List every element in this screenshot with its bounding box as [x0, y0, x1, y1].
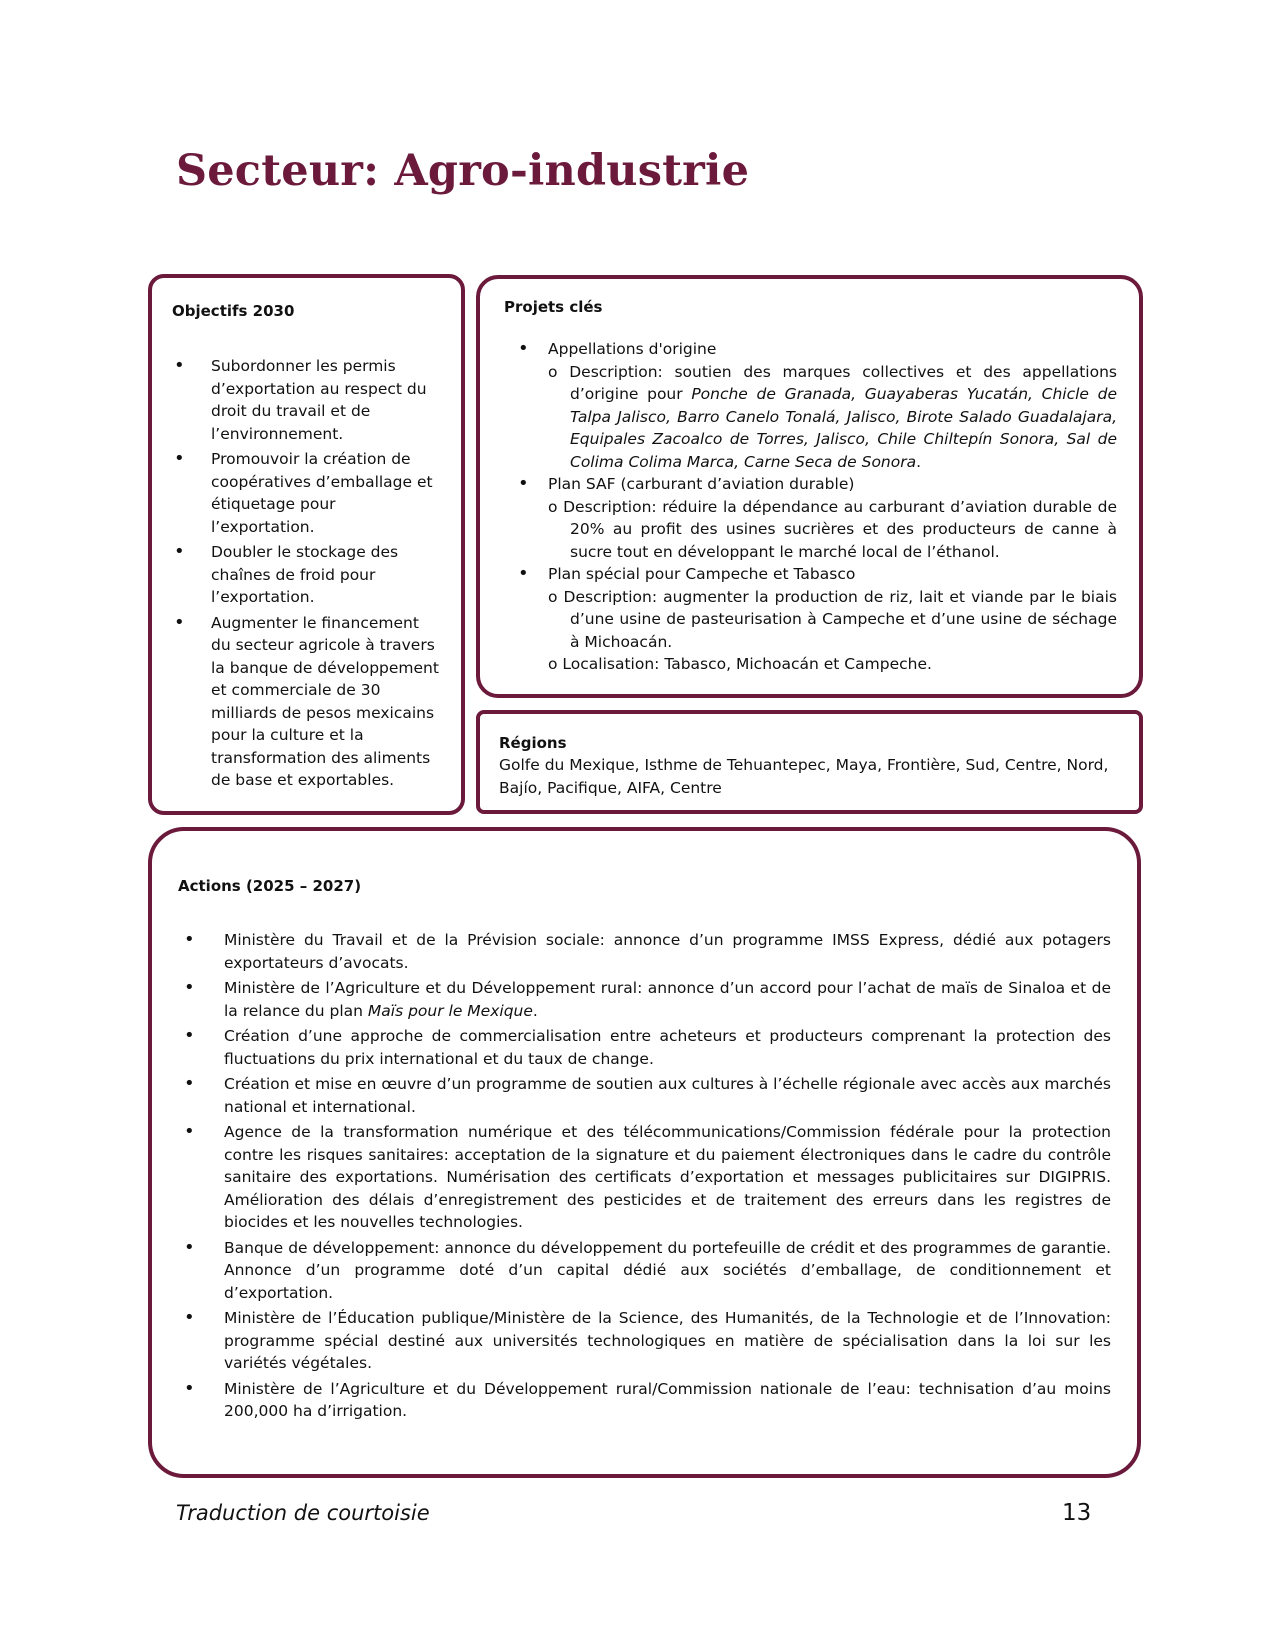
- projects-list: [504, 338, 1117, 676]
- list-item: • Agence de la transformation numérique et des télécommunications/Commission fédérale pour la protection contre les risques sanitaires: acceptation de la signature et du paiement électroniques dans le cadre du contrôle sanitaire des exportations. Numérisation des certificats d’exportation et messages publicitaires sur DIGIPRIS. Amélioration des délais d’enregistrement des pesticides et de traitement des erreurs dans les registres de biocides et les nouvelles technologies.: [178, 1121, 1111, 1234]
- list-item: • Augmenter le financement du secteur agricole à travers la banque de développement et commerciale de 30 milliards de pesos mexicains pour la culture et la transformation des aliments de base et exportables.: [172, 612, 443, 792]
- page-title: Secteur: Agro-industrie: [176, 146, 750, 196]
- list-item: • Ministère de l’Éducation publique/Ministère de la Science, des Humanités, de la Technologie et de l’Innovation: programme spécial destiné aux universités technologiques en matière de spécialisation dans la loi sur les variétés végétales.: [178, 1307, 1111, 1375]
- project-description-suffix: .: [916, 452, 922, 471]
- regions-box: [476, 710, 1143, 814]
- actions-list: [178, 929, 1111, 1423]
- projects-box: [476, 275, 1143, 698]
- footer-note: Traduction de courtoisie: [176, 1501, 430, 1525]
- actions-heading: Actions (2025 – 2027): [178, 877, 362, 895]
- project-description-text: Description: soutien des marques collectives et des appellations d’origine pour: [569, 362, 1117, 403]
- list-item: • Ministère du Travail et de la Prévision sociale: annonce d’un programme IMSS Express, dédié aux potagers exportateurs d’avocats.: [178, 929, 1111, 974]
- project-location: o Localisation: Tabasco, Michoacán et Campeche.: [504, 653, 1117, 676]
- projects-heading: Projets clés: [504, 298, 603, 316]
- project-name: • Plan SAF (carburant d’aviation durable): [504, 473, 1117, 496]
- list-item: • Banque de développement: annonce du développement du portefeuille de crédit et des programmes de garantie. Annonce d’un programme doté d’un capital dédié aux sociétés d’emballage, de conditionnement et d’exportation.: [178, 1237, 1111, 1305]
- list-item: • Subordonner les permis d’exportation au respect du droit du travail et de l’environnement.: [172, 355, 443, 445]
- page-number: 13: [1062, 1500, 1092, 1526]
- project-description-italic: Ponche de Granada, Guayaberas Yucatán, Chicle de Talpa Jalisco, Barro Canelo Tonalá, Jalisco, Birote Salado Guadalajara, Equipales Zacoalco de Torres, Jalisco, Chile Chiltepín Sonora, Sal de Colima Colima Marca, Carne Seca de Sonora: [570, 385, 1117, 471]
- list-item-italic: Maïs pour le Mexique: [367, 1001, 533, 1020]
- project-description: [504, 361, 1117, 474]
- project-name: • Appellations d'origine: [504, 338, 1117, 361]
- objectives-list: [172, 355, 443, 792]
- objectives-box: [148, 274, 465, 815]
- objectives-heading: Objectifs 2030: [172, 302, 295, 320]
- actions-box: [148, 827, 1141, 1478]
- list-item-suffix: .: [532, 1001, 538, 1020]
- list-item: • Ministère de l’Agriculture et du Développement rural/Commission nationale de l’eau: technisation d’au moins 200,000 ha d’irrigation.: [178, 1378, 1111, 1423]
- list-item: • Création d’une approche de commercialisation entre acheteurs et producteurs comprenant la protection des fluctuations du prix international et du taux de change.: [178, 1025, 1111, 1070]
- list-item: [178, 977, 1111, 1022]
- project-description: o Description: augmenter la production de riz, lait et viande par le biais d’une usine de pasteurisation à Campeche et d’une usine de séchage à Michoacán.: [504, 586, 1117, 654]
- regions-text: Golfe du Mexique, Isthme de Tehuantepec, Maya, Frontière, Sud, Centre, Nord, Bajío, Pacifique, AIFA, Centre: [499, 756, 1109, 797]
- regions-heading: Régions: [499, 734, 567, 752]
- project-name: • Plan spécial pour Campeche et Tabasco: [504, 563, 1117, 586]
- project-description: o Description: réduire la dépendance au carburant d’aviation durable de 20% au profit des usines sucrières et des producteurs de canne à sucre tout en développant le marché local de l’éthanol.: [504, 496, 1117, 564]
- list-item: • Création et mise en œuvre d’un programme de soutien aux cultures à l’échelle régionale avec accès aux marchés national et international.: [178, 1073, 1111, 1118]
- list-item-text: Ministère de l’Agriculture et du Développement rural: annonce d’un accord pour l’achat de maïs de Sinaloa et de la relance du plan: [224, 979, 1111, 1020]
- list-item: • Promouvoir la création de coopératives d’emballage et étiquetage pour l’exportation.: [172, 448, 443, 538]
- list-item: • Doubler le stockage des chaînes de froid pour l’exportation.: [172, 541, 443, 609]
